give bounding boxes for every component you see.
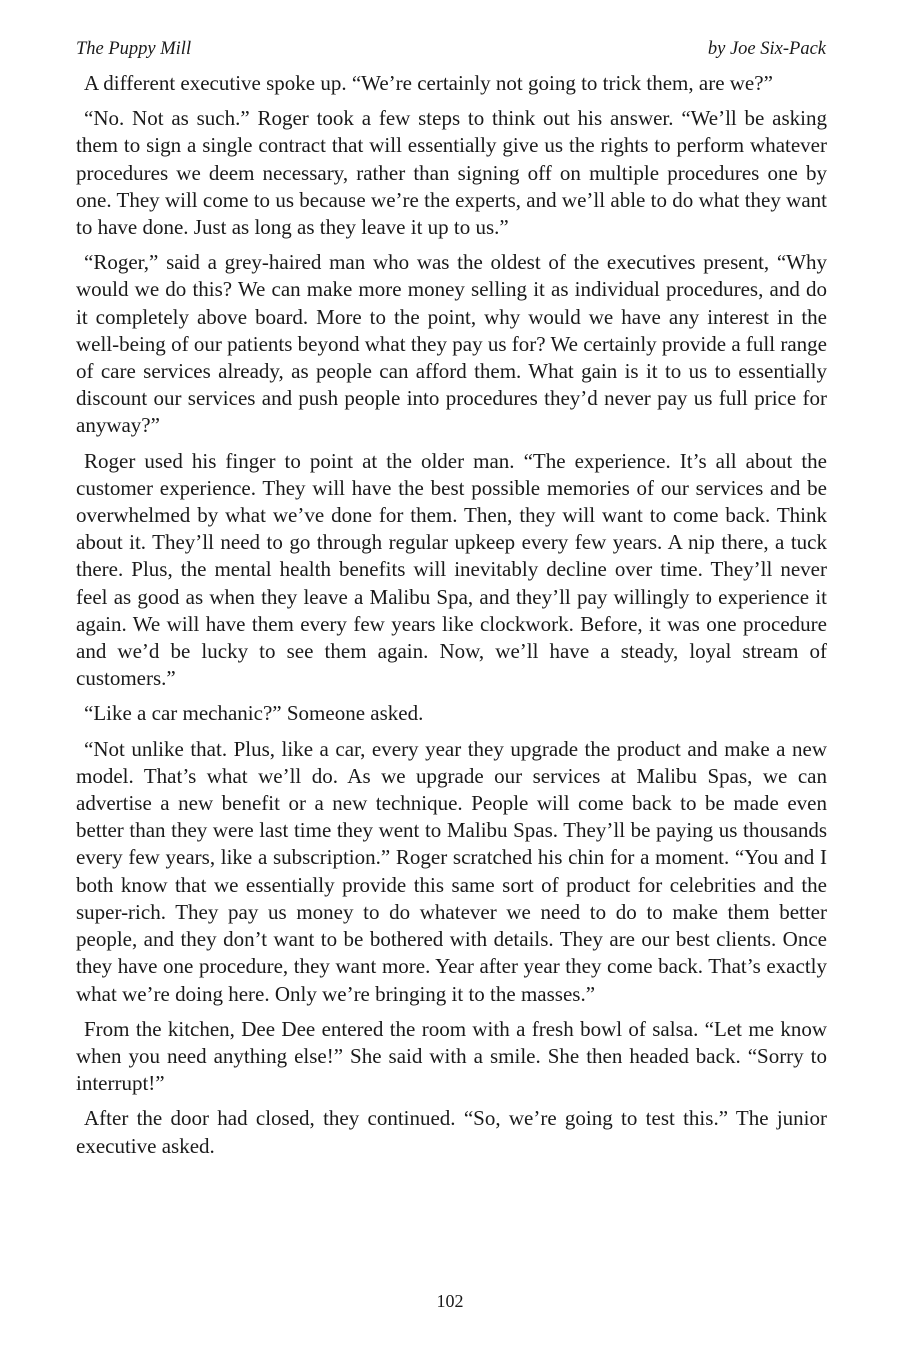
page-footer [0, 1290, 900, 1312]
book-title: The Puppy Mill [76, 39, 192, 59]
paragraph: After the door had closed, they continued. “So, we’re going to test this.” The junior executive asked. [76, 1106, 827, 1158]
paragraph: “Like a car mechanic?” Someone asked. [84, 701, 424, 726]
paragraph: “Roger,” said a grey-haired man who was the oldest of the executives present, “Why would we do this? We can make more money selling it as individual procedures, and do it completely above board. More to the point, why would we have any interest in the well-being of our patients beyond what they pay us for? We certainly provide a full range of care services already, as people can afford them. What gain is it to us to essentially discount our services and push people into procedures they’d never pay us full price for anyway?” [76, 250, 827, 438]
running-header [76, 38, 826, 60]
page-number: 102 [436, 1291, 464, 1311]
paragraph: From the kitchen, Dee Dee entered the room with a fresh bowl of salsa. “Let me know when you need anything else!” She said with a smile. She then headed back. “Sorry to interrupt!” [76, 1016, 827, 1096]
paragraph: Roger used his finger to point at the older man. “The experience. It’s all about the customer experience. They will have the best possible memories of our services and be overwhelmed by what we’ve done for them. Then, they will want to come back. Think about it. They’ll need to go through regular upkeep every few years. A nip there, a tuck there. Plus, the mental health benefits will inevitably decline over time. They’ll never feel as good as when they leave a Malibu Spa, and they’ll pay willingly to experience it again. We will have them every few years like clockwork. Before, it was one procedure and we’d be lucky to see them again. Now, we’ll have a steady, loyal stream of customers.” [76, 448, 827, 691]
page-body [76, 70, 827, 1168]
paragraph: “No. Not as such.” Roger took a few steps to think out his answer. “We’ll be asking them to sign a single contract that will essentially give us the rights to perform whatever procedures we deem necessary, rather than signing off on multiple procedures one by one. They will come to us because we’re the experts, and we’ll able to do what they want to have done. Just as long as they leave it up to us.” [76, 106, 827, 240]
paragraph: A different executive spoke up. “We’re certainly not going to trick them, are we?” [84, 71, 773, 95]
author-name: by Joe Six-Pack [707, 39, 826, 59]
paragraph: “Not unlike that. Plus, like a car, every year they upgrade the product and make a new model. That’s what we’ll do. As we upgrade our services at Malibu Spas, we can advertise a new benefit or a new technique. People will come back to be made even better than they were last time they went to Malibu Spas. They’ll be paying us thousands every few years, like a subscription.” Roger scratched his chin for a moment. “You and I both know that we essentially provide this same sort of product for celebrities and the super-rich. They pay us money to do whatever we need to do to make them better people, and they don’t want to be bothered with details. They are our best clients. Once they have one procedure, they want more. Year after year they come back. That’s exactly what we’re doing here. Only we’re bringing it to the masses.” [76, 736, 827, 1006]
